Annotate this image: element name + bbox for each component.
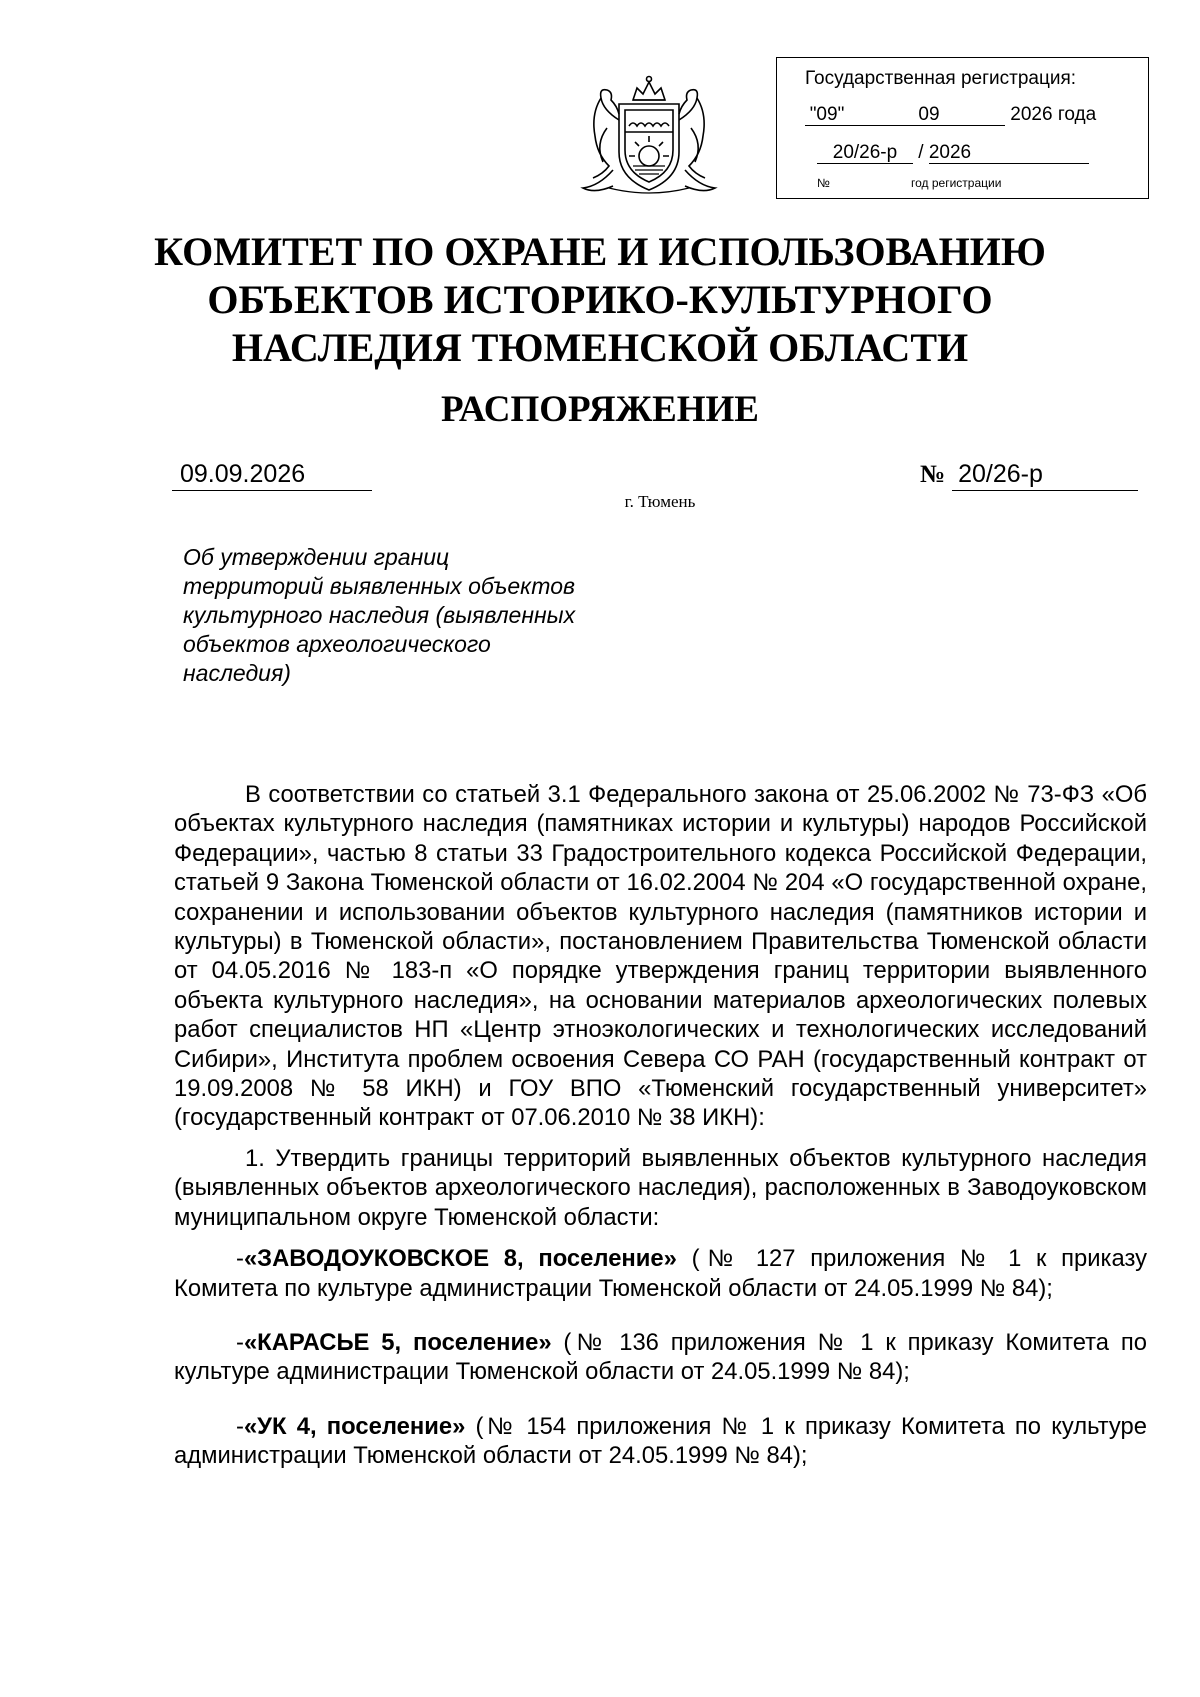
document-date: 09.09.2026 (172, 458, 372, 491)
document-city: г. Тюмень (624, 492, 696, 511)
subject-line-5: наследия) (183, 660, 291, 686)
registration-captions (817, 176, 1001, 190)
document-body (174, 780, 1147, 1471)
organization-line-3: НАСЛЕДИЯ ТЮМЕНСКОЙ ОБЛАСТИ (231, 325, 969, 370)
registration-number-caption: № (817, 176, 830, 190)
list-item (174, 1412, 1147, 1471)
registration-year-value: 2026 (929, 143, 1089, 164)
point-1-paragraph: 1. Утвердить границы территорий выявленных объектов культурного наследия (выявленных объектов археологического наследия), расположенных в Заводоуковском муниципальном округе Тюменской области: (174, 1144, 1147, 1231)
preamble-paragraph: В соответствии со статьей 3.1 Федерального закона от 25.06.2002 № 73-ФЗ «Об объектах культурного наследия (памятниках истории и культуры) народов Российской Федерации», частью 8 статьи 33 Градостроительного кодекса Российской Федерации, статьей 9 Закона Тюменской области от 16.02.2004 № 204 «О государственной охране, сохранении и использовании объектов культурного наследия (памятников истории и культуры) в Тюменской области», постановлением Правительства Тюменской области от 04.05.2016 № 183-п «О порядке утверждения границ территории выявленного объекта культурного наследия», на основании материалов археологических полевых работ специалистов НП «Центр этноэкологических и технологических исследований Сибири», Института проблем освоения Севера СО РАН (государственный контракт от 19.09.2008 № 58 ИКН) и ГОУ ВПО «Тюменский государственный университет» (государственный контракт от 07.06.2010 № 38 ИКН): (174, 781, 1147, 1132)
list-item-dash: - (236, 1328, 244, 1356)
registration-year-caption: год регистрации (911, 176, 1002, 190)
list-item-name: «КАРАСЬЕ 5, поселение» (243, 1328, 552, 1356)
list-item-text: (№ 127 приложения № 1 к приказу Комитета по культуре администрации Тюменской области от 24.05.1999 № 84); (174, 1245, 1147, 1302)
document-type-heading: РАСПОРЯЖЕНИЕ (440, 389, 759, 430)
organization-line-2: ОБЪЕКТОВ ИСТОРИКО-КУЛЬТУРНОГО (207, 277, 993, 322)
registration-day: "09" (805, 105, 849, 126)
subject-line-1: Об утверждении границ (183, 544, 450, 570)
document-number-line (920, 458, 1138, 491)
document-number: 20/26-р (952, 458, 1138, 491)
document-number-mark: № (920, 461, 946, 488)
organization-title (120, 228, 1080, 372)
registration-month: 09 (909, 105, 949, 126)
list-item (174, 1244, 1147, 1303)
list-item-dash: - (236, 1412, 244, 1440)
list-item-dash: - (236, 1245, 244, 1273)
registration-date-line (805, 104, 1096, 126)
list-item (174, 1328, 1147, 1387)
state-registration-box (776, 57, 1149, 199)
registration-day-fill (849, 105, 909, 126)
list-item-name: «ЗАВОДОУКОВСКОЕ 8, поселение» (243, 1245, 677, 1273)
subject-line-3: культурного наследия (выявленных (183, 602, 576, 628)
registration-number: 20/26-р (817, 143, 913, 164)
subject-line-2: территорий выявленных объектов (183, 573, 575, 599)
registration-number-line (817, 142, 1089, 164)
organization-line-1: КОМИТЕТ ПО ОХРАНЕ И ИСПОЛЬЗОВАНИЮ (154, 229, 1046, 274)
registration-title: Государственная регистрация: (805, 68, 1077, 89)
list-item-text: (№ 136 приложения № 1 к приказу Комитета по культуре администрации Тюменской области от 24.05.1999 № 84); (174, 1328, 1148, 1386)
coat-of-arms-emblem (573, 70, 725, 200)
list-item-name: «УК 4, поселение» (243, 1412, 466, 1440)
document-subject (183, 543, 653, 688)
registration-month-fill (949, 105, 1005, 126)
registration-separator: / (918, 142, 924, 163)
list-item-text: (№ 154 приложения № 1 к приказу Комитета по культуре администрации Тюменской области от 24.05.1999 № 84); (174, 1412, 1147, 1470)
subject-line-4: объектов археологического (183, 631, 491, 657)
registration-year: 2026 года (1010, 104, 1097, 125)
